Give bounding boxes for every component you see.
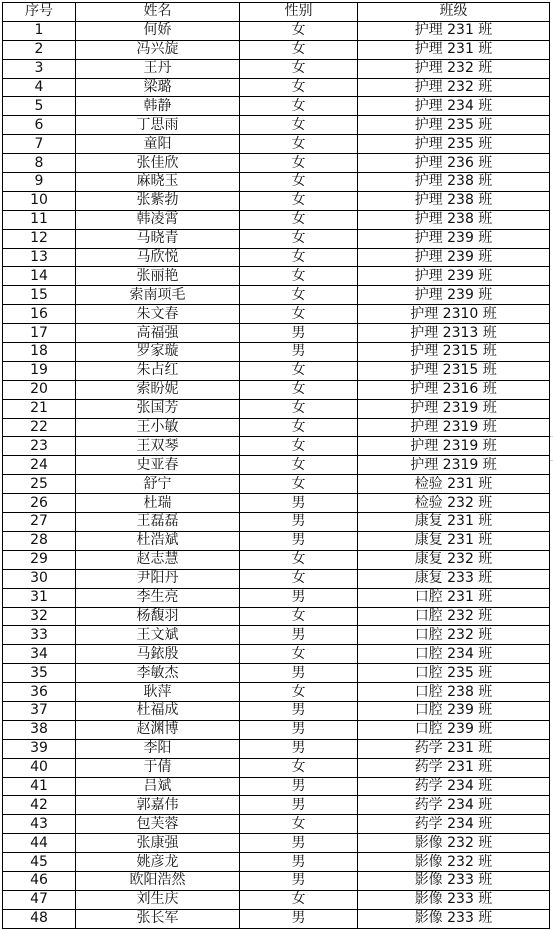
cell-name: 耿萍 bbox=[76, 683, 240, 702]
cell-name: 张紫勃 bbox=[76, 191, 240, 210]
table-row bbox=[3, 399, 550, 418]
cell-class: 康复 231 班 bbox=[358, 531, 550, 550]
cell-name: 史亚春 bbox=[76, 456, 240, 475]
cell-index: 13 bbox=[3, 248, 76, 267]
table-row bbox=[3, 664, 550, 683]
cell-class: 药学 234 班 bbox=[358, 796, 550, 815]
cell-name: 马晓青 bbox=[76, 229, 240, 248]
cell-index: 9 bbox=[3, 173, 76, 192]
table-row bbox=[3, 229, 550, 248]
cell-name: 张康强 bbox=[76, 834, 240, 853]
cell-name: 王丹 bbox=[76, 59, 240, 78]
cell-index: 1 bbox=[3, 21, 76, 40]
cell-index: 38 bbox=[3, 720, 76, 739]
table-row bbox=[3, 645, 550, 664]
cell-gender: 女 bbox=[240, 191, 358, 210]
table-row bbox=[3, 305, 550, 324]
cell-class: 护理 235 班 bbox=[358, 116, 550, 135]
cell-index: 27 bbox=[3, 513, 76, 532]
cell-gender: 女 bbox=[240, 607, 358, 626]
cell-name: 欧阳浩然 bbox=[76, 871, 240, 890]
cell-name: 索南项毛 bbox=[76, 286, 240, 305]
header-row bbox=[3, 3, 550, 22]
cell-name: 包芙蓉 bbox=[76, 815, 240, 834]
cell-index: 24 bbox=[3, 456, 76, 475]
cell-gender: 男 bbox=[240, 853, 358, 872]
cell-class: 影像 233 班 bbox=[358, 909, 550, 928]
cell-index: 4 bbox=[3, 78, 76, 97]
table-body bbox=[3, 21, 550, 928]
cell-gender: 女 bbox=[240, 890, 358, 909]
cell-gender: 女 bbox=[240, 437, 358, 456]
cell-gender: 男 bbox=[240, 909, 358, 928]
cell-name: 高福强 bbox=[76, 324, 240, 343]
cell-index: 18 bbox=[3, 343, 76, 362]
cell-gender: 女 bbox=[240, 229, 358, 248]
cell-class: 护理 2319 班 bbox=[358, 399, 550, 418]
cell-name: 索盼妮 bbox=[76, 380, 240, 399]
cell-class: 护理 236 班 bbox=[358, 154, 550, 173]
table-row bbox=[3, 361, 550, 380]
cell-name: 郭嘉伟 bbox=[76, 796, 240, 815]
cell-class: 影像 232 班 bbox=[358, 853, 550, 872]
header-name: 姓名 bbox=[76, 3, 240, 22]
cell-class: 影像 233 班 bbox=[358, 890, 550, 909]
cell-class: 护理 2310 班 bbox=[358, 305, 550, 324]
cell-class: 护理 2319 班 bbox=[358, 437, 550, 456]
cell-index: 48 bbox=[3, 909, 76, 928]
cell-gender: 女 bbox=[240, 683, 358, 702]
cell-class: 口腔 232 班 bbox=[358, 607, 550, 626]
cell-name: 赵渊博 bbox=[76, 720, 240, 739]
cell-name: 李生亮 bbox=[76, 588, 240, 607]
cell-gender: 男 bbox=[240, 531, 358, 550]
cell-name: 李阳 bbox=[76, 739, 240, 758]
cell-name: 舒宁 bbox=[76, 475, 240, 494]
table-row bbox=[3, 626, 550, 645]
header-class: 班级 bbox=[358, 3, 550, 22]
cell-index: 42 bbox=[3, 796, 76, 815]
table-row bbox=[3, 871, 550, 890]
cell-gender: 男 bbox=[240, 324, 358, 343]
cell-name: 尹阳丹 bbox=[76, 569, 240, 588]
cell-class: 药学 234 班 bbox=[358, 815, 550, 834]
cell-index: 28 bbox=[3, 531, 76, 550]
cell-name: 马銥殷 bbox=[76, 645, 240, 664]
cell-index: 11 bbox=[3, 210, 76, 229]
header-gender: 性别 bbox=[240, 3, 358, 22]
cell-name: 王文斌 bbox=[76, 626, 240, 645]
cell-gender: 男 bbox=[240, 739, 358, 758]
cell-index: 31 bbox=[3, 588, 76, 607]
table-row bbox=[3, 683, 550, 702]
table-row bbox=[3, 324, 550, 343]
cell-name: 杜浩斌 bbox=[76, 531, 240, 550]
cell-index: 34 bbox=[3, 645, 76, 664]
cell-name: 王磊磊 bbox=[76, 513, 240, 532]
cell-name: 杨馥羽 bbox=[76, 607, 240, 626]
cell-name: 王双琴 bbox=[76, 437, 240, 456]
cell-class: 药学 231 班 bbox=[358, 739, 550, 758]
cell-name: 于倩 bbox=[76, 758, 240, 777]
table-row bbox=[3, 418, 550, 437]
cell-index: 32 bbox=[3, 607, 76, 626]
cell-class: 护理 2316 班 bbox=[358, 380, 550, 399]
cell-index: 8 bbox=[3, 154, 76, 173]
cell-name: 杜福成 bbox=[76, 701, 240, 720]
cell-class: 护理 234 班 bbox=[358, 97, 550, 116]
cell-name: 李敏杰 bbox=[76, 664, 240, 683]
cell-index: 5 bbox=[3, 97, 76, 116]
table-row bbox=[3, 739, 550, 758]
cell-class: 护理 2315 班 bbox=[358, 343, 550, 362]
table-row bbox=[3, 834, 550, 853]
cell-gender: 女 bbox=[240, 97, 358, 116]
table-row bbox=[3, 494, 550, 513]
cell-name: 张长军 bbox=[76, 909, 240, 928]
cell-class: 康复 231 班 bbox=[358, 513, 550, 532]
cell-index: 36 bbox=[3, 683, 76, 702]
cell-gender: 男 bbox=[240, 664, 358, 683]
cell-index: 3 bbox=[3, 59, 76, 78]
cell-name: 韩静 bbox=[76, 97, 240, 116]
cell-index: 33 bbox=[3, 626, 76, 645]
table-row bbox=[3, 890, 550, 909]
cell-index: 39 bbox=[3, 739, 76, 758]
cell-index: 22 bbox=[3, 418, 76, 437]
cell-gender: 女 bbox=[240, 40, 358, 59]
cell-class: 护理 239 班 bbox=[358, 286, 550, 305]
table-row bbox=[3, 286, 550, 305]
table-row bbox=[3, 97, 550, 116]
table-row bbox=[3, 267, 550, 286]
cell-class: 口腔 238 班 bbox=[358, 683, 550, 702]
cell-class: 口腔 239 班 bbox=[358, 720, 550, 739]
cell-index: 37 bbox=[3, 701, 76, 720]
table-row bbox=[3, 531, 550, 550]
cell-name: 赵志慧 bbox=[76, 550, 240, 569]
cell-gender: 女 bbox=[240, 645, 358, 664]
cell-name: 张佳欣 bbox=[76, 154, 240, 173]
cell-name: 朱文春 bbox=[76, 305, 240, 324]
cell-gender: 女 bbox=[240, 361, 358, 380]
cell-gender: 男 bbox=[240, 720, 358, 739]
cell-gender: 女 bbox=[240, 305, 358, 324]
cell-index: 10 bbox=[3, 191, 76, 210]
cell-name: 张丽艳 bbox=[76, 267, 240, 286]
cell-class: 护理 231 班 bbox=[358, 21, 550, 40]
table-row bbox=[3, 380, 550, 399]
table-row bbox=[3, 191, 550, 210]
cell-gender: 男 bbox=[240, 701, 358, 720]
cell-index: 6 bbox=[3, 116, 76, 135]
cell-gender: 女 bbox=[240, 59, 358, 78]
cell-name: 张国芳 bbox=[76, 399, 240, 418]
table-row bbox=[3, 210, 550, 229]
table-row bbox=[3, 21, 550, 40]
table-row bbox=[3, 909, 550, 928]
cell-gender: 女 bbox=[240, 154, 358, 173]
cell-name: 童阳 bbox=[76, 135, 240, 154]
cell-class: 护理 238 班 bbox=[358, 173, 550, 192]
table-row bbox=[3, 78, 550, 97]
table-row bbox=[3, 135, 550, 154]
cell-class: 护理 2315 班 bbox=[358, 361, 550, 380]
cell-name: 冯兴旋 bbox=[76, 40, 240, 59]
cell-class: 护理 231 班 bbox=[358, 40, 550, 59]
cell-index: 7 bbox=[3, 135, 76, 154]
table-row bbox=[3, 550, 550, 569]
cell-gender: 女 bbox=[240, 569, 358, 588]
table-row bbox=[3, 777, 550, 796]
table-row bbox=[3, 154, 550, 173]
cell-index: 29 bbox=[3, 550, 76, 569]
table-row bbox=[3, 796, 550, 815]
cell-index: 46 bbox=[3, 871, 76, 890]
cell-gender: 女 bbox=[240, 418, 358, 437]
cell-class: 康复 233 班 bbox=[358, 569, 550, 588]
table-row bbox=[3, 758, 550, 777]
table-row bbox=[3, 40, 550, 59]
cell-name: 朱占红 bbox=[76, 361, 240, 380]
cell-index: 43 bbox=[3, 815, 76, 834]
cell-name: 马欣悦 bbox=[76, 248, 240, 267]
cell-gender: 男 bbox=[240, 626, 358, 645]
student-table bbox=[2, 2, 550, 929]
cell-gender: 女 bbox=[240, 116, 358, 135]
cell-gender: 男 bbox=[240, 513, 358, 532]
cell-gender: 男 bbox=[240, 796, 358, 815]
cell-name: 王小敏 bbox=[76, 418, 240, 437]
cell-gender: 男 bbox=[240, 871, 358, 890]
cell-gender: 女 bbox=[240, 550, 358, 569]
cell-class: 检验 231 班 bbox=[358, 475, 550, 494]
cell-class: 护理 232 班 bbox=[358, 78, 550, 97]
table-row bbox=[3, 173, 550, 192]
cell-class: 口腔 231 班 bbox=[358, 588, 550, 607]
cell-name: 丁思雨 bbox=[76, 116, 240, 135]
cell-index: 15 bbox=[3, 286, 76, 305]
table-row bbox=[3, 475, 550, 494]
cell-index: 16 bbox=[3, 305, 76, 324]
cell-gender: 女 bbox=[240, 78, 358, 97]
cell-gender: 男 bbox=[240, 494, 358, 513]
cell-gender: 女 bbox=[240, 399, 358, 418]
cell-class: 药学 234 班 bbox=[358, 777, 550, 796]
cell-class: 护理 2319 班 bbox=[358, 418, 550, 437]
cell-gender: 女 bbox=[240, 758, 358, 777]
cell-gender: 女 bbox=[240, 248, 358, 267]
cell-index: 25 bbox=[3, 475, 76, 494]
table-row bbox=[3, 853, 550, 872]
cell-index: 47 bbox=[3, 890, 76, 909]
cell-index: 23 bbox=[3, 437, 76, 456]
table-row bbox=[3, 607, 550, 626]
cell-index: 35 bbox=[3, 664, 76, 683]
cell-index: 12 bbox=[3, 229, 76, 248]
cell-class: 影像 233 班 bbox=[358, 871, 550, 890]
cell-name: 吕斌 bbox=[76, 777, 240, 796]
cell-gender: 女 bbox=[240, 380, 358, 399]
cell-class: 护理 238 班 bbox=[358, 191, 550, 210]
cell-gender: 女 bbox=[240, 267, 358, 286]
cell-index: 14 bbox=[3, 267, 76, 286]
cell-index: 17 bbox=[3, 324, 76, 343]
table-row bbox=[3, 116, 550, 135]
cell-class: 护理 2319 班 bbox=[358, 456, 550, 475]
cell-index: 45 bbox=[3, 853, 76, 872]
table-row bbox=[3, 588, 550, 607]
cell-class: 护理 239 班 bbox=[358, 267, 550, 286]
cell-index: 41 bbox=[3, 777, 76, 796]
cell-index: 30 bbox=[3, 569, 76, 588]
cell-class: 护理 235 班 bbox=[358, 135, 550, 154]
table-row bbox=[3, 437, 550, 456]
table-row bbox=[3, 456, 550, 475]
cell-name: 刘生庆 bbox=[76, 890, 240, 909]
table-row bbox=[3, 513, 550, 532]
cell-name: 杜瑞 bbox=[76, 494, 240, 513]
table-row bbox=[3, 815, 550, 834]
cell-gender: 男 bbox=[240, 588, 358, 607]
cell-class: 口腔 232 班 bbox=[358, 626, 550, 645]
table-row bbox=[3, 248, 550, 267]
cell-class: 药学 231 班 bbox=[358, 758, 550, 777]
cell-name: 梁璐 bbox=[76, 78, 240, 97]
cell-name: 何娇 bbox=[76, 21, 240, 40]
cell-name: 姚彦龙 bbox=[76, 853, 240, 872]
cell-gender: 女 bbox=[240, 210, 358, 229]
cell-gender: 女 bbox=[240, 475, 358, 494]
cell-index: 21 bbox=[3, 399, 76, 418]
cell-gender: 女 bbox=[240, 21, 358, 40]
cell-gender: 男 bbox=[240, 834, 358, 853]
cell-index: 40 bbox=[3, 758, 76, 777]
cell-gender: 男 bbox=[240, 777, 358, 796]
table-row bbox=[3, 569, 550, 588]
cell-gender: 女 bbox=[240, 815, 358, 834]
cell-index: 20 bbox=[3, 380, 76, 399]
cell-class: 检验 232 班 bbox=[358, 494, 550, 513]
cell-gender: 女 bbox=[240, 286, 358, 305]
header-index: 序号 bbox=[3, 3, 76, 22]
cell-gender: 男 bbox=[240, 343, 358, 362]
cell-index: 19 bbox=[3, 361, 76, 380]
cell-class: 护理 2313 班 bbox=[358, 324, 550, 343]
cell-class: 护理 232 班 bbox=[358, 59, 550, 78]
cell-class: 影像 232 班 bbox=[358, 834, 550, 853]
cell-index: 2 bbox=[3, 40, 76, 59]
cell-index: 44 bbox=[3, 834, 76, 853]
cell-name: 韩凌霄 bbox=[76, 210, 240, 229]
cell-class: 口腔 239 班 bbox=[358, 701, 550, 720]
cell-class: 护理 238 班 bbox=[358, 210, 550, 229]
cell-gender: 女 bbox=[240, 135, 358, 154]
cell-name: 麻晓玉 bbox=[76, 173, 240, 192]
table-row bbox=[3, 720, 550, 739]
cell-class: 护理 239 班 bbox=[358, 229, 550, 248]
cell-gender: 女 bbox=[240, 173, 358, 192]
cell-index: 26 bbox=[3, 494, 76, 513]
cell-name: 罗家璇 bbox=[76, 343, 240, 362]
cell-class: 口腔 234 班 bbox=[358, 645, 550, 664]
table-row bbox=[3, 701, 550, 720]
student-list-sheet bbox=[2, 2, 550, 929]
cell-class: 康复 232 班 bbox=[358, 550, 550, 569]
cell-class: 口腔 235 班 bbox=[358, 664, 550, 683]
cell-gender: 女 bbox=[240, 456, 358, 475]
cell-class: 护理 239 班 bbox=[358, 248, 550, 267]
table-row bbox=[3, 343, 550, 362]
table-row bbox=[3, 59, 550, 78]
